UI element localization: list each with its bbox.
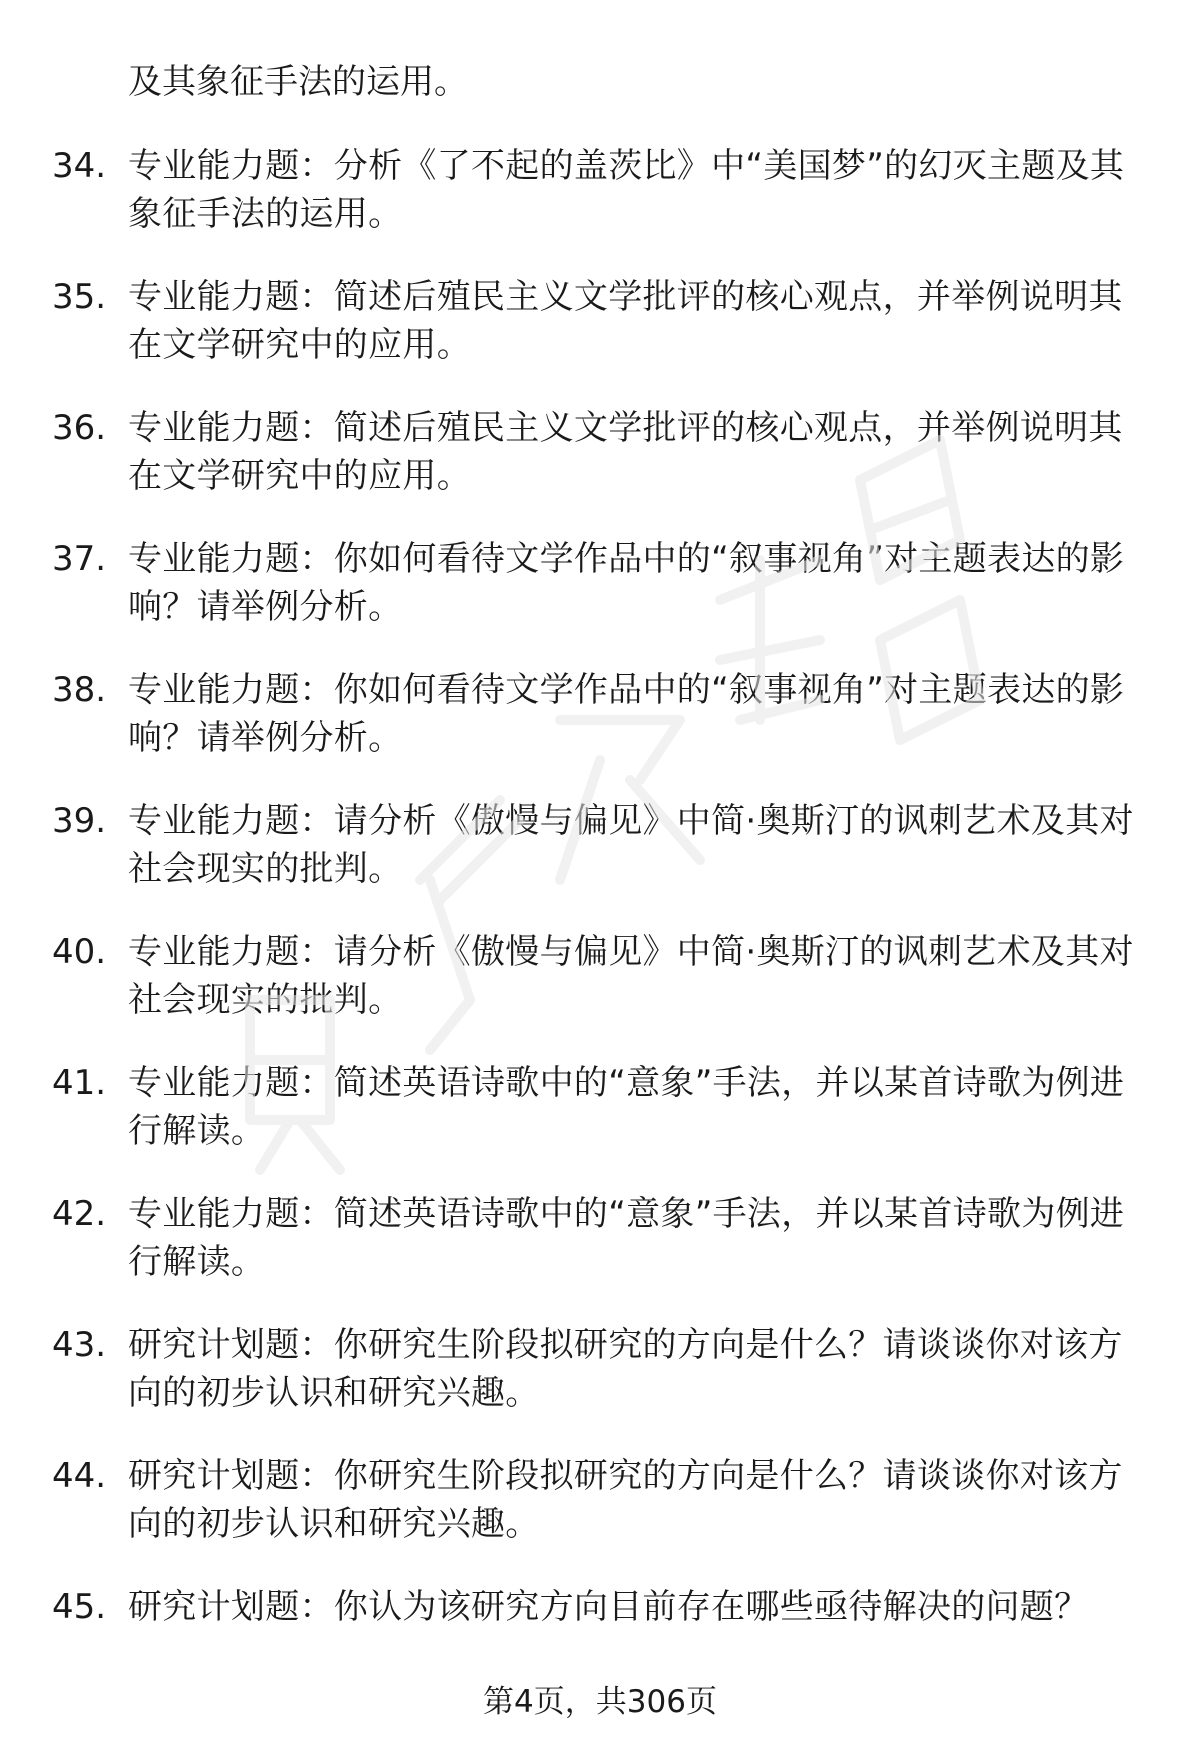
question-item	[0, 797, 1200, 928]
question-text: 专业能力题：分析《了不起的盖茨比》中“美国梦”的幻灭主题及其象征手法的运用。	[128, 146, 1125, 234]
question-number: 35.	[52, 277, 107, 317]
question-number: 36.	[52, 408, 107, 448]
question-item	[0, 1059, 1200, 1190]
question-item	[0, 273, 1200, 404]
question-text: 专业能力题：简述后殖民主义文学批评的核心观点，并举例说明其在文学研究中的应用。	[128, 408, 1123, 496]
question-text: 研究计划题：你认为该研究方向目前存在哪些亟待解决的问题？	[128, 1587, 1089, 1627]
question-number: 43.	[52, 1325, 107, 1365]
question-number: 42.	[52, 1194, 107, 1234]
question-item	[0, 142, 1200, 273]
question-number: 40.	[52, 932, 107, 972]
question-number: 38.	[52, 670, 107, 710]
question-text: 专业能力题：简述后殖民主义文学批评的核心观点，并举例说明其在文学研究中的应用。	[128, 277, 1123, 365]
question-item	[0, 1452, 1200, 1583]
question-list	[0, 142, 1200, 1714]
question-text: 研究计划题：你研究生阶段拟研究的方向是什么？请谈谈你对该方向的初步认识和研究兴趣。	[128, 1456, 1123, 1544]
question-item	[0, 535, 1200, 666]
question-number: 39.	[52, 801, 107, 841]
question-text: 专业能力题：请分析《傲慢与偏见》中简·奥斯汀的讽刺艺术及其对社会现实的批判。	[128, 932, 1134, 1020]
question-number: 34.	[52, 146, 107, 186]
question-text: 专业能力题：请分析《傲慢与偏见》中简·奥斯汀的讽刺艺术及其对社会现实的批判。	[128, 801, 1134, 889]
page-number-footer: 第4页，共306页	[483, 1684, 717, 1720]
question-item	[0, 666, 1200, 797]
question-item	[0, 928, 1200, 1059]
question-text: 专业能力题：你如何看待文学作品中的“叙事视角”对主题表达的影响？请举例分析。	[128, 670, 1125, 758]
question-number: 37.	[52, 539, 107, 579]
question-number: 41.	[52, 1063, 107, 1103]
question-item	[0, 404, 1200, 535]
question-item	[0, 1190, 1200, 1321]
question-text: 专业能力题：简述英语诗歌中的“意象”手法，并以某首诗歌为例进行解读。	[128, 1063, 1125, 1151]
question-text: 专业能力题：你如何看待文学作品中的“叙事视角”对主题表达的影响？请举例分析。	[128, 539, 1125, 627]
question-number: 45.	[52, 1587, 107, 1627]
question-item	[0, 1321, 1200, 1452]
question-number: 44.	[52, 1456, 107, 1496]
question-text: 研究计划题：你研究生阶段拟研究的方向是什么？请谈谈你对该方向的初步认识和研究兴趣。	[128, 1325, 1123, 1413]
question-text: 专业能力题：简述英语诗歌中的“意象”手法，并以某首诗歌为例进行解读。	[128, 1194, 1125, 1282]
continuation-text: 及其象征手法的运用。	[128, 62, 468, 102]
